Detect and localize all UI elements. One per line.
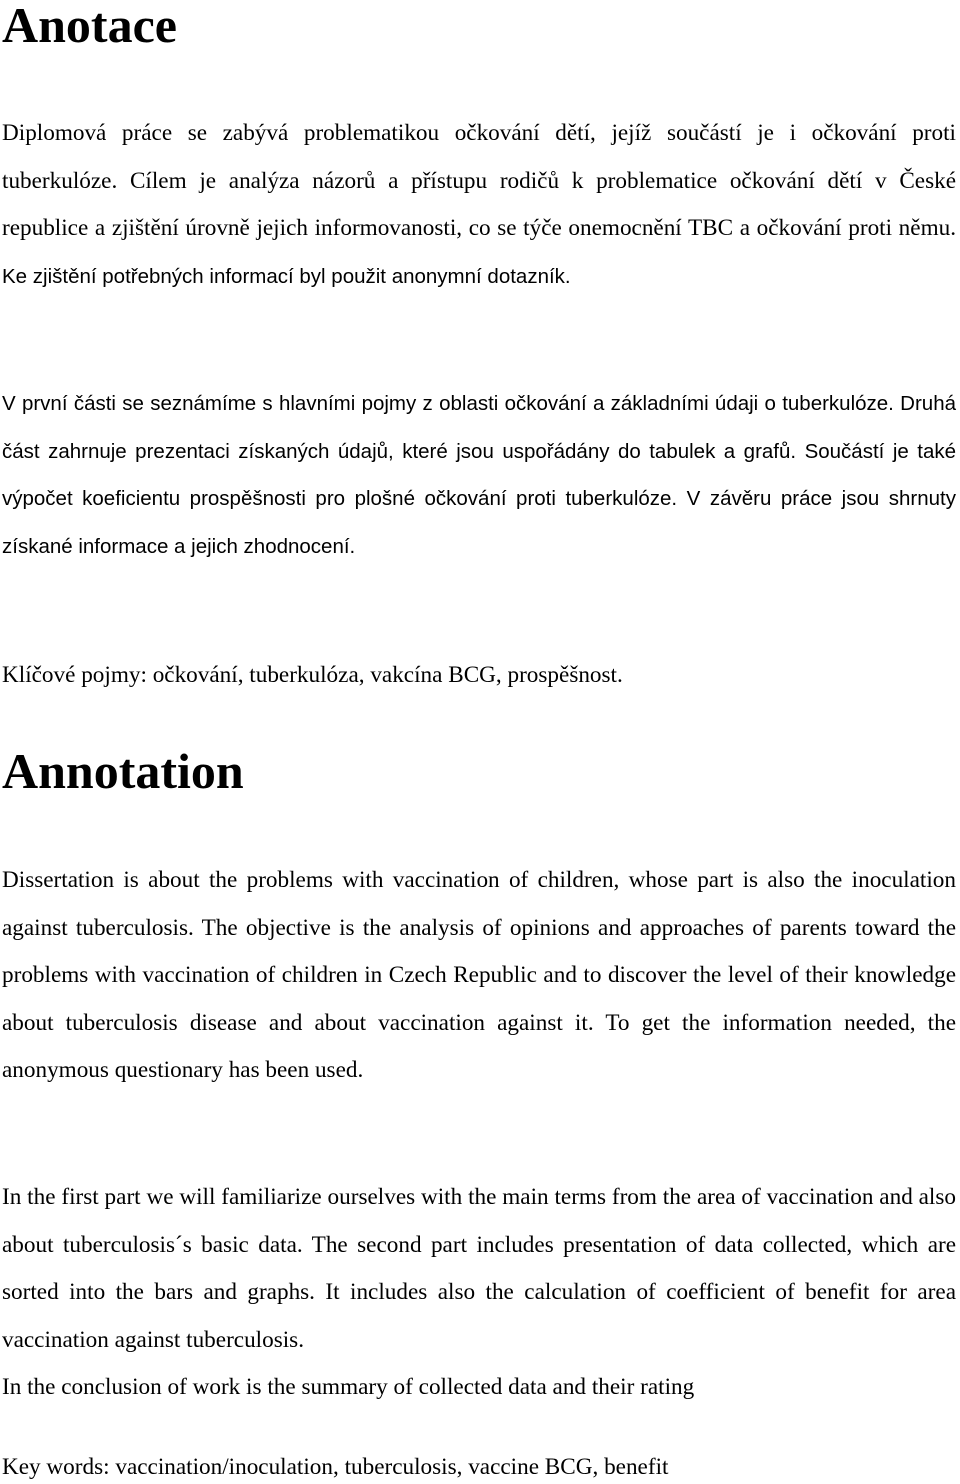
czech-paragraph-1-text: Diplomová práce se zabývá problematikou očkování dětí, jejíž součástí je i očkování proti tuberkulóze. Cílem je analýza názorů a přístupu rodičů k problematice očkování dětí v České republice a zjištění úrovně jejich informovanosti, co se týče onemocnění TBC a očkování proti němu. (2, 120, 956, 241)
english-paragraph-2: In the first part we will familiarize ourselves with the main terms from the area of vaccination and also about tuberculosis´s basic data. The second part includes presentation of data collected, which are sorted into the bars and graphs. It includes also the calculation of coefficient of benefit for area vaccination against tuberculosis. (2, 1184, 956, 1353)
english-paragraph-3: In the conclusion of work is the summary of collected data and their rating (2, 1374, 695, 1400)
czech-paragraph-2: V první části se seznámíme s hlavními pojmy z oblasti očkování a základními údaji o tuberkulóze. Druhá část zahrnuje prezentaci získaných údajů, které jsou uspořádány do tabulek a grafů. Součástí je také výpočet koeficientu prospěšnosti pro plošné očkování proti tuberkulóze. V závěru práce jsou shrnuty získané informace a jejich zhodnocení. (2, 392, 956, 558)
english-heading: Annotation (2, 743, 244, 799)
english-paragraph-1: Dissertation is about the problems with vaccination of children, whose part is also the inoculation against tuberculosis. The objective is the analysis of opinions and approaches of parents toward the problems with vaccination of children in Czech Republic and to discover the level of their knowledge about tuberculosis disease and about vaccination against it. To get the information needed, the anonymous questionary has been used. (2, 867, 956, 1083)
english-keywords: Key words: vaccination/inoculation, tuberculosis, vaccine BCG, benefit (2, 1454, 669, 1480)
czech-paragraph-1-cont: Ke zjištění potřebných informací byl použit anonymní dotazník. (2, 264, 571, 288)
czech-paragraph-1 (2, 110, 956, 300)
czech-heading: Anotace (2, 0, 177, 53)
czech-keywords: Klíčové pojmy: očkování, tuberkulóza, vakcína BCG, prospěšnost. (2, 662, 623, 688)
